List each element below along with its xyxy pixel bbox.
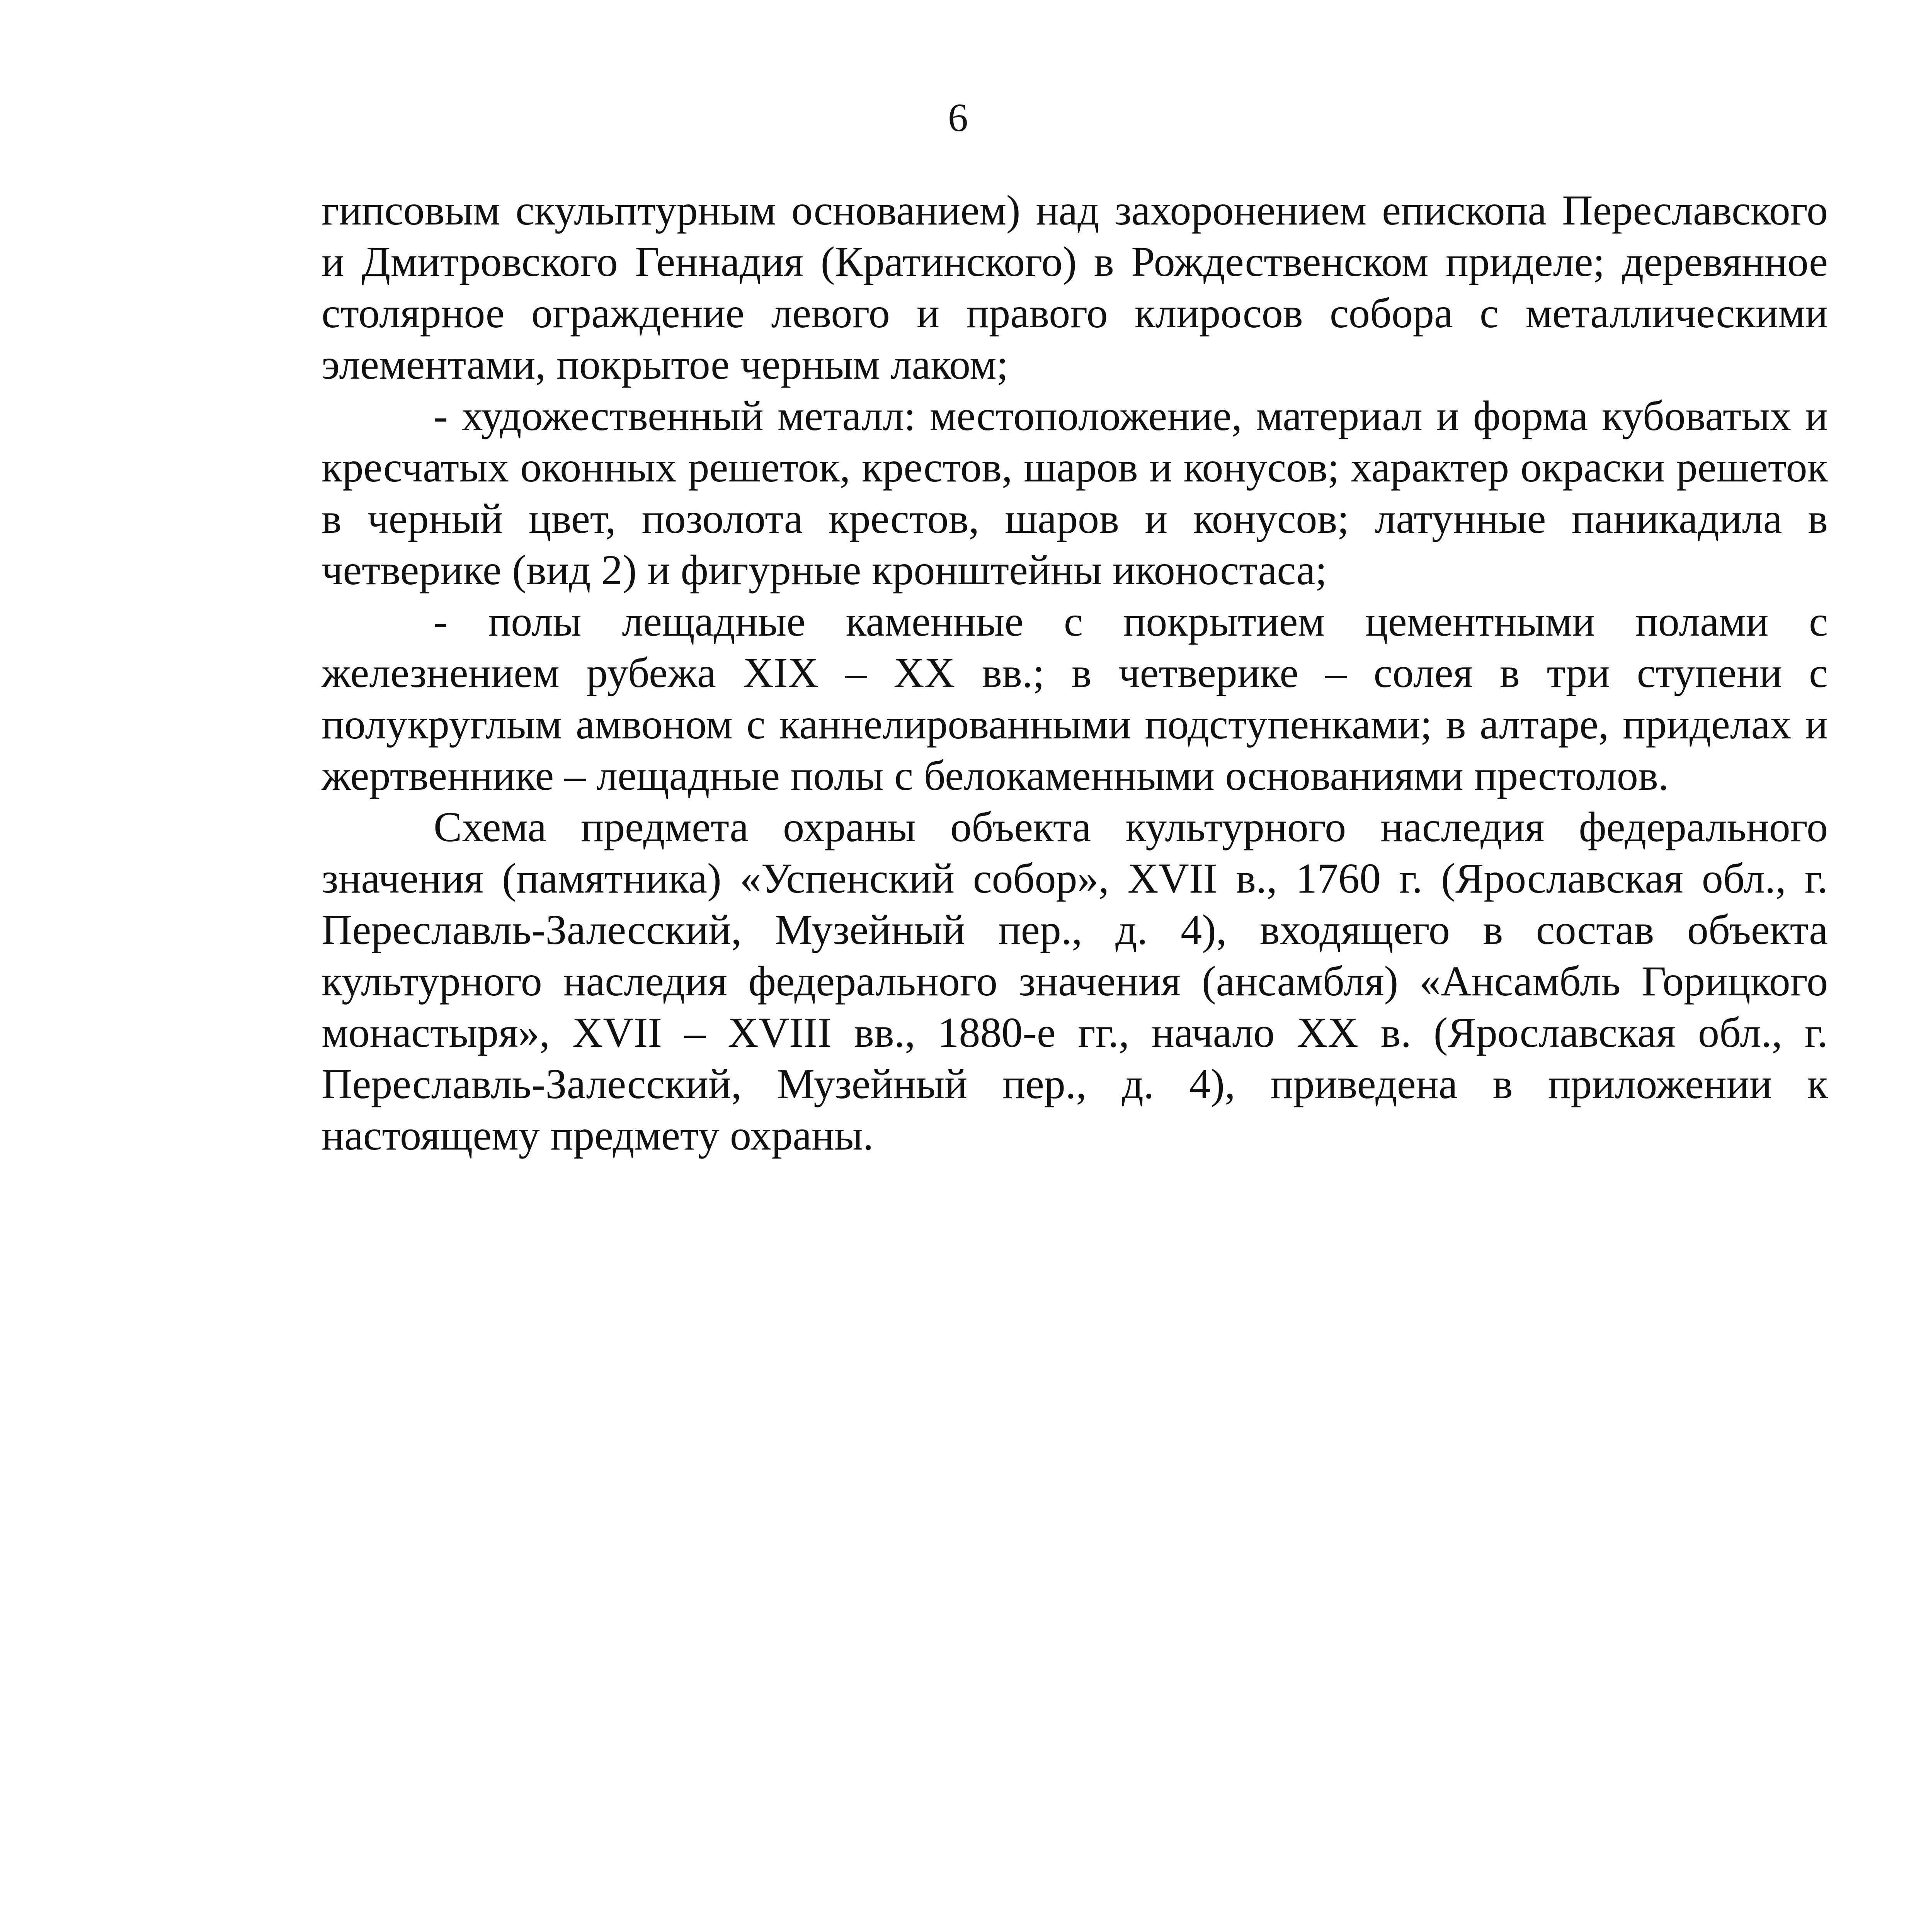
- paragraph-floors: - полы лещадные каменные с покрытием цементными полами с железнением рубежа XIX – XX вв.; в четверике – солея в три ступени с полукруглым амвоном с каннелированными подступенками; в алтаре, приделах и жертвеннике – лещадные полы с белокаменными основаниями престолов.: [322, 598, 1828, 799]
- page-number: 6: [948, 95, 968, 140]
- paragraph-artistic-metal: - художественный металл: местоположение, материал и форма кубоватых и кресчатых оконных решеток, крестов, шаров и конусов; характер окраски решеток в черный цвет, позолота крестов, шаров и конусов; латунные паникадила в четверике (вид 2) и фигурные кронштейны иконостаса;: [322, 392, 1828, 594]
- paragraph-protection-scheme: Схема предмета охраны объекта культурного наследия федерального значения (памятника) «Успенский собор», XVII в., 1760 г. (Ярославская обл., г. Переславль-Залесский, Музейный пер., д. 4), входящего в состав объекта культурного наследия федерального значения (ансамбля) «Ансамбль Горицкого монастыря», XVII – XVIII вв., 1880-е гг., начало XX в. (Ярославская обл., г. Переславль-Залесский, Музейный пер., д. 4), приведена в приложении к настоящему предмету охраны.: [322, 803, 1828, 1159]
- paragraph-burial-and-choir: гипсовым скульптурным основанием) над захоронением епископа Переславского и Дмитровского Геннадия (Кратинского) в Рождественском приделе; деревянное столярное ограждение левого и правого клиросов собора с металлическими элементами, покрытое черным лаком;: [322, 187, 1828, 388]
- document-body: [322, 185, 1828, 1161]
